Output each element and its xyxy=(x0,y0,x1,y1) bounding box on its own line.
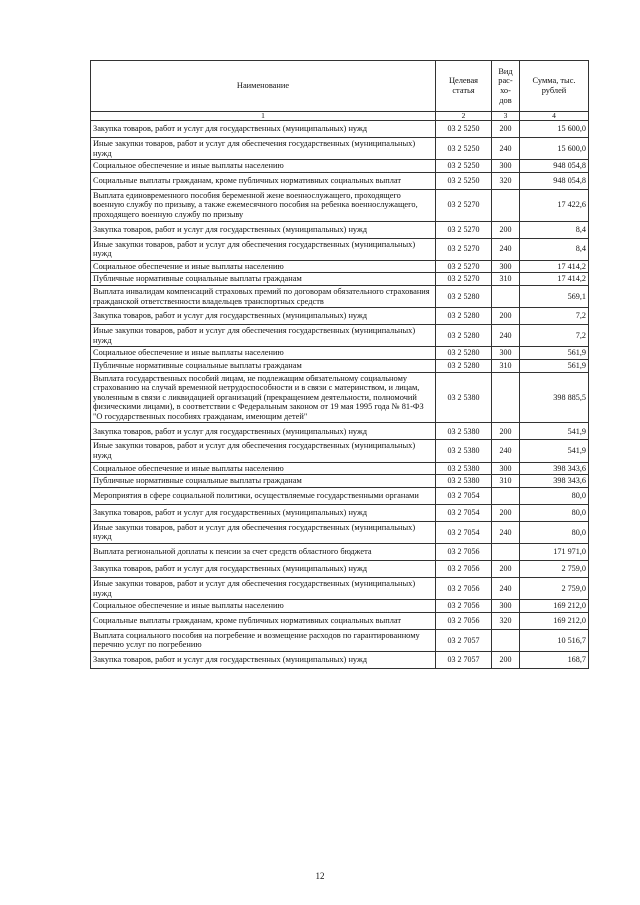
row-expense-type: 300 xyxy=(492,347,520,360)
row-expense-type xyxy=(492,629,520,651)
table-row xyxy=(91,561,589,578)
row-name: Иные закупки товаров, работ и услуг для обеспечения государственных (муниципальных) нужд xyxy=(91,325,436,347)
row-sum: 948 054,8 xyxy=(520,172,589,189)
row-sum: 561,9 xyxy=(520,359,589,372)
row-name: Социальное обеспечение и иные выплаты населению xyxy=(91,160,436,173)
table-row xyxy=(91,600,589,613)
row-name: Социальное обеспечение и иные выплаты населению xyxy=(91,600,436,613)
table-row xyxy=(91,273,589,286)
row-name: Выплата государственных пособий лицам, не подлежащим обязательному социальному страхованию на случай временной нетрудоспособности и в связи с материнством, и лицам, уволенным в связи с ликвидацией организаций (прекращением деятельности, полномочий физическими лицами), в соответствии с Федеральным законом от 19 мая 1995 года № 81-ФЗ "О государственных пособиях гражданам, имеющим детей" xyxy=(91,372,436,423)
row-expense-type: 240 xyxy=(492,325,520,347)
row-target-article: 03 2 5280 xyxy=(436,325,492,347)
row-expense-type: 200 xyxy=(492,308,520,325)
table-row xyxy=(91,308,589,325)
table-row xyxy=(91,629,589,651)
table-row xyxy=(91,138,589,160)
table-row xyxy=(91,260,589,273)
row-name: Иные закупки товаров, работ и услуг для обеспечения государственных (муниципальных) нужд xyxy=(91,238,436,260)
table-row xyxy=(91,121,589,138)
row-name: Закупка товаров, работ и услуг для государственных (муниципальных) нужд xyxy=(91,504,436,521)
row-expense-type: 240 xyxy=(492,440,520,462)
row-sum: 541,9 xyxy=(520,423,589,440)
header-sum: Сумма, тыс. рублей xyxy=(520,61,589,112)
row-name: Иные закупки товаров, работ и услуг для обеспечения государственных (муниципальных) нужд xyxy=(91,578,436,600)
row-name: Закупка товаров, работ и услуг для государственных (муниципальных) нужд xyxy=(91,652,436,669)
row-expense-type: 300 xyxy=(492,160,520,173)
table-row xyxy=(91,423,589,440)
table-row xyxy=(91,462,589,475)
row-target-article: 03 2 5380 xyxy=(436,440,492,462)
table-row xyxy=(91,652,589,669)
row-expense-type: 200 xyxy=(492,504,520,521)
table-row xyxy=(91,359,589,372)
table-row xyxy=(91,221,589,238)
table-row xyxy=(91,238,589,260)
row-name: Иные закупки товаров, работ и услуг для обеспечения государственных (муниципальных) нужд xyxy=(91,138,436,160)
row-expense-type: 200 xyxy=(492,423,520,440)
table-row xyxy=(91,504,589,521)
row-name: Иные закупки товаров, работ и услуг для обеспечения государственных (муниципальных) нужд xyxy=(91,521,436,543)
row-sum: 8,4 xyxy=(520,238,589,260)
header-target-article: Целевая статья xyxy=(436,61,492,112)
row-sum: 569,1 xyxy=(520,285,589,307)
table-row xyxy=(91,578,589,600)
row-target-article: 03 2 5270 xyxy=(436,238,492,260)
row-sum: 398 343,6 xyxy=(520,475,589,488)
row-target-article: 03 2 5270 xyxy=(436,260,492,273)
row-sum: 7,2 xyxy=(520,308,589,325)
row-name: Социальное обеспечение и иные выплаты населению xyxy=(91,347,436,360)
row-name: Выплата единовременного пособия беременной жене военнослужащего, проходящего военную службу по призыву, а также ежемесячного пособия на ребенка военнослужащего, проходящего военную службу по призыву xyxy=(91,189,436,221)
row-name: Социальные выплаты гражданам, кроме публичных нормативных социальных выплат xyxy=(91,172,436,189)
row-name: Публичные нормативные социальные выплаты гражданам xyxy=(91,359,436,372)
row-expense-type: 320 xyxy=(492,172,520,189)
row-target-article: 03 2 5250 xyxy=(436,138,492,160)
row-expense-type: 240 xyxy=(492,578,520,600)
row-expense-type: 300 xyxy=(492,260,520,273)
row-target-article: 03 2 7056 xyxy=(436,578,492,600)
row-sum: 398 343,6 xyxy=(520,462,589,475)
row-name: Закупка товаров, работ и услуг для государственных (муниципальных) нужд xyxy=(91,308,436,325)
row-expense-type: 300 xyxy=(492,600,520,613)
row-sum: 168,7 xyxy=(520,652,589,669)
row-sum: 171 971,0 xyxy=(520,544,589,561)
row-expense-type: 240 xyxy=(492,238,520,260)
row-target-article: 03 2 5280 xyxy=(436,285,492,307)
row-name: Выплата социального пособия на погребение и возмещение расходов по гарантированному перечню услуг по погребению xyxy=(91,629,436,651)
header-expense-type: Вид рас-хо-дов xyxy=(492,61,520,112)
row-sum: 169 212,0 xyxy=(520,612,589,629)
row-expense-type xyxy=(492,372,520,423)
table-row xyxy=(91,325,589,347)
row-expense-type: 310 xyxy=(492,359,520,372)
row-target-article: 03 2 5280 xyxy=(436,347,492,360)
row-target-article: 03 2 5380 xyxy=(436,475,492,488)
row-target-article: 03 2 7057 xyxy=(436,652,492,669)
table-row xyxy=(91,172,589,189)
row-target-article: 03 2 5250 xyxy=(436,121,492,138)
row-name: Закупка товаров, работ и услуг для государственных (муниципальных) нужд xyxy=(91,221,436,238)
table-row xyxy=(91,160,589,173)
row-sum: 541,9 xyxy=(520,440,589,462)
table-row xyxy=(91,612,589,629)
table-row xyxy=(91,487,589,504)
row-sum: 15 600,0 xyxy=(520,138,589,160)
row-sum: 80,0 xyxy=(520,521,589,543)
row-target-article: 03 2 7056 xyxy=(436,544,492,561)
row-sum: 17 422,6 xyxy=(520,189,589,221)
row-name: Закупка товаров, работ и услуг для государственных (муниципальных) нужд xyxy=(91,423,436,440)
row-sum: 561,9 xyxy=(520,347,589,360)
row-name: Закупка товаров, работ и услуг для государственных (муниципальных) нужд xyxy=(91,121,436,138)
table-row xyxy=(91,440,589,462)
row-expense-type: 310 xyxy=(492,475,520,488)
row-name: Закупка товаров, работ и услуг для государственных (муниципальных) нужд xyxy=(91,561,436,578)
row-sum: 2 759,0 xyxy=(520,578,589,600)
table-row xyxy=(91,372,589,423)
column-number: 3 xyxy=(492,112,520,121)
row-sum: 17 414,2 xyxy=(520,260,589,273)
page-number: 12 xyxy=(315,871,325,881)
row-target-article: 03 2 5380 xyxy=(436,423,492,440)
row-expense-type xyxy=(492,544,520,561)
column-number: 2 xyxy=(436,112,492,121)
row-name: Мероприятия в сфере социальной политики, осуществляемые государственными органами xyxy=(91,487,436,504)
table-row xyxy=(91,475,589,488)
row-target-article: 03 2 5380 xyxy=(436,372,492,423)
row-name: Выплата региональной доплаты к пенсии за счет средств областного бюджета xyxy=(91,544,436,561)
header-name: Наименование xyxy=(91,61,436,112)
row-sum: 398 885,5 xyxy=(520,372,589,423)
row-expense-type: 200 xyxy=(492,561,520,578)
row-target-article: 03 2 7056 xyxy=(436,612,492,629)
table-body xyxy=(91,121,589,669)
table-row xyxy=(91,347,589,360)
row-name: Публичные нормативные социальные выплаты гражданам xyxy=(91,475,436,488)
row-expense-type xyxy=(492,189,520,221)
row-expense-type: 320 xyxy=(492,612,520,629)
row-expense-type: 310 xyxy=(492,273,520,286)
row-expense-type: 200 xyxy=(492,652,520,669)
row-target-article: 03 2 5270 xyxy=(436,221,492,238)
row-name: Социальное обеспечение и иные выплаты населению xyxy=(91,260,436,273)
row-target-article: 03 2 7054 xyxy=(436,521,492,543)
table-row xyxy=(91,544,589,561)
row-sum: 948 054,8 xyxy=(520,160,589,173)
row-target-article: 03 2 5270 xyxy=(436,273,492,286)
table-row xyxy=(91,285,589,307)
row-name: Социальное обеспечение и иные выплаты населению xyxy=(91,462,436,475)
budget-table xyxy=(90,60,589,669)
row-sum: 17 414,2 xyxy=(520,273,589,286)
row-target-article: 03 2 7054 xyxy=(436,504,492,521)
table-row xyxy=(91,521,589,543)
row-target-article: 03 2 5280 xyxy=(436,359,492,372)
row-target-article: 03 2 5250 xyxy=(436,172,492,189)
row-expense-type: 240 xyxy=(492,138,520,160)
row-target-article: 03 2 5380 xyxy=(436,462,492,475)
row-sum: 7,2 xyxy=(520,325,589,347)
row-target-article: 03 2 5270 xyxy=(436,189,492,221)
row-sum: 80,0 xyxy=(520,504,589,521)
row-target-article: 03 2 7057 xyxy=(436,629,492,651)
row-name: Иные закупки товаров, работ и услуг для обеспечения государственных (муниципальных) нужд xyxy=(91,440,436,462)
row-name: Публичные нормативные социальные выплаты гражданам xyxy=(91,273,436,286)
row-sum: 8,4 xyxy=(520,221,589,238)
row-expense-type: 200 xyxy=(492,121,520,138)
row-target-article: 03 2 5250 xyxy=(436,160,492,173)
budget-table-container xyxy=(90,60,588,669)
row-name: Выплата инвалидам компенсаций страховых премий по договорам обязательного страхования гражданской ответственности владельцев транспортных средств xyxy=(91,285,436,307)
row-target-article: 03 2 5280 xyxy=(436,308,492,325)
row-expense-type: 240 xyxy=(492,521,520,543)
column-number: 4 xyxy=(520,112,589,121)
row-expense-type: 300 xyxy=(492,462,520,475)
table-row xyxy=(91,189,589,221)
row-sum: 15 600,0 xyxy=(520,121,589,138)
row-sum: 169 212,0 xyxy=(520,600,589,613)
row-expense-type xyxy=(492,487,520,504)
row-sum: 2 759,0 xyxy=(520,561,589,578)
row-target-article: 03 2 7056 xyxy=(436,561,492,578)
row-sum: 80,0 xyxy=(520,487,589,504)
row-target-article: 03 2 7056 xyxy=(436,600,492,613)
row-name: Социальные выплаты гражданам, кроме публичных нормативных социальных выплат xyxy=(91,612,436,629)
row-target-article: 03 2 7054 xyxy=(436,487,492,504)
row-expense-type: 200 xyxy=(492,221,520,238)
column-number: 1 xyxy=(91,112,436,121)
row-expense-type xyxy=(492,285,520,307)
row-sum: 10 516,7 xyxy=(520,629,589,651)
